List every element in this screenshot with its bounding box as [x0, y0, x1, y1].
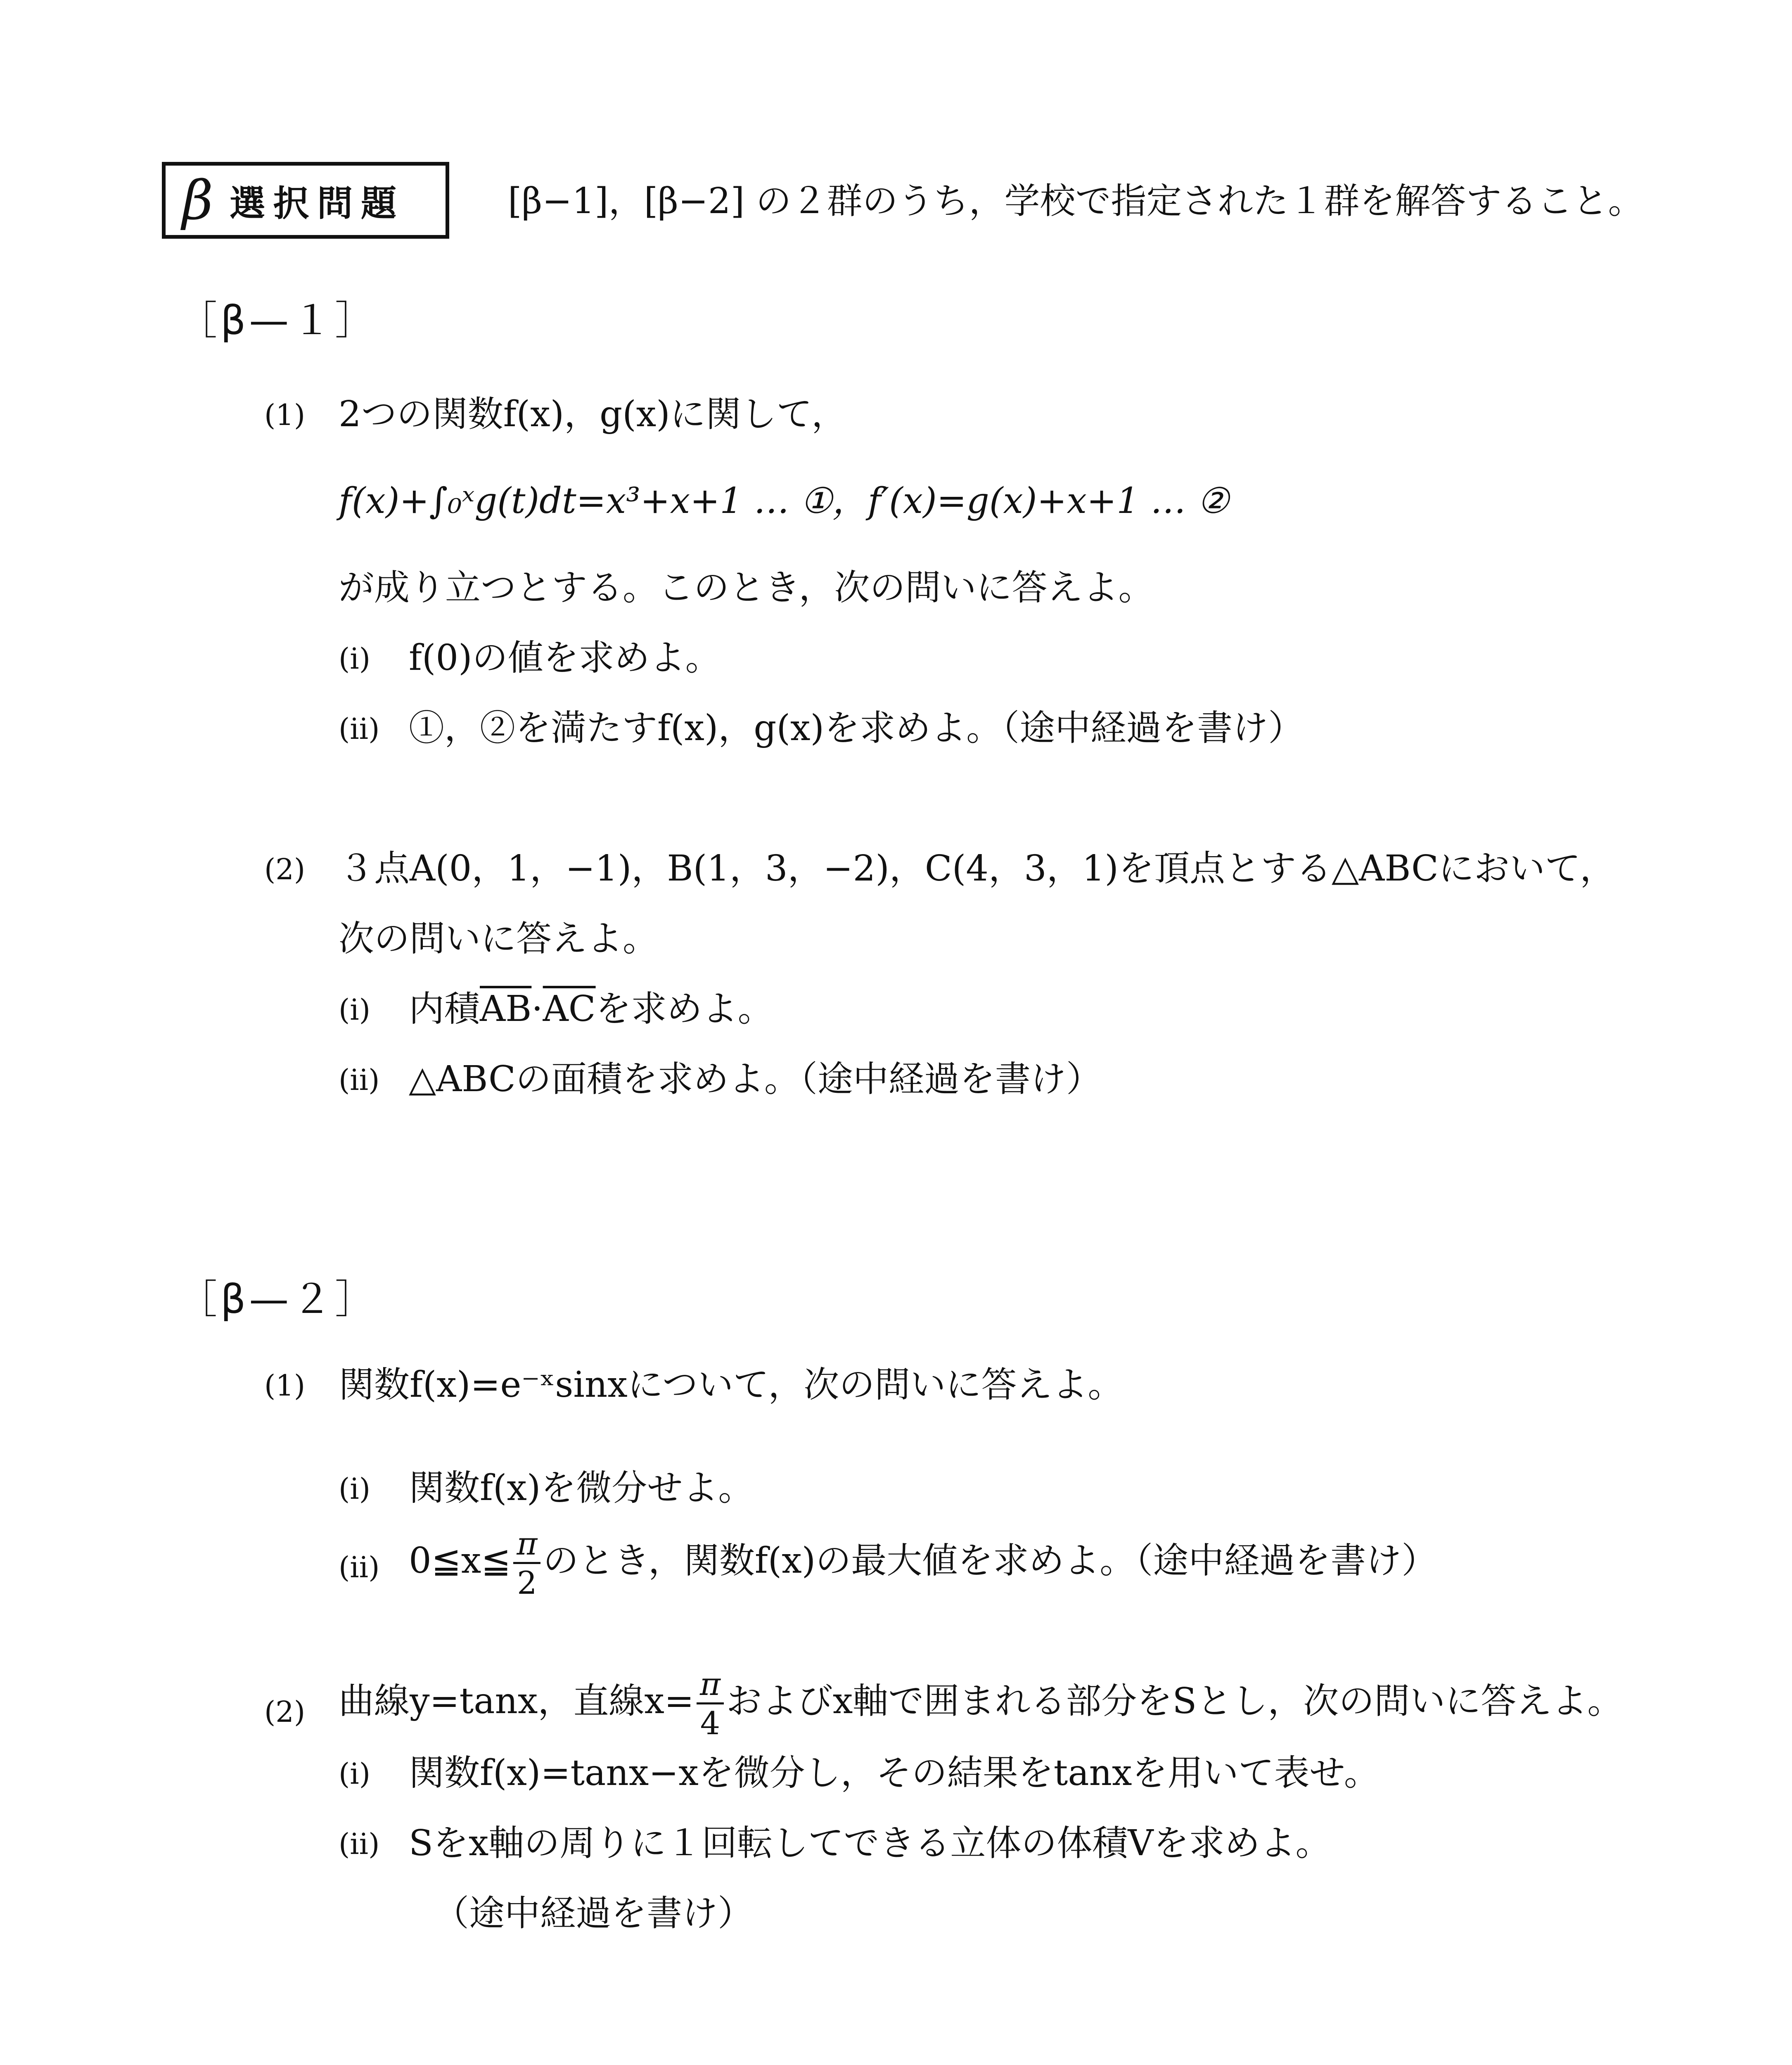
s2-q1-number: (1): [264, 1369, 306, 1403]
fraction-numerator: π: [697, 1669, 724, 1704]
q1-number: (1): [264, 398, 306, 432]
s2-q1-i-text: 関数f(x)を微分せよ。: [409, 1467, 754, 1509]
fraction-pi-over-2: [513, 1525, 540, 1601]
vector-ac: $\overline{AC}$: [543, 988, 596, 1030]
section-badge: [162, 162, 449, 239]
q2-ii-text: △ABCの面積を求めよ。（途中経過を書け）: [409, 1059, 1102, 1100]
s2-q2-number: (2): [264, 1695, 306, 1729]
q2-i-label: (ⅰ): [339, 993, 371, 1027]
q1-condition: が成り立つとする。このとき，次の問いに答えよ。: [339, 567, 1154, 608]
q1-intro: 2つの関数f(x)，g(x)に関して，: [339, 394, 847, 435]
section-title-beta1: ［β—１］: [178, 297, 378, 344]
fraction-denominator: 2: [517, 1564, 537, 1601]
dot-operator: ·: [531, 988, 543, 1030]
fraction-numerator: π: [513, 1528, 540, 1564]
header-instruction: [β−1]，[β−2] の２群のうち，学校で指定された１群を解答すること。: [508, 180, 1644, 222]
q2-number: (2): [264, 852, 306, 886]
s2-q2-i-text: 関数f(x)=tanx−xを微分し，その結果をtanxを用いて表せ。: [409, 1752, 1380, 1794]
q1-ii-label: (ⅱ): [339, 712, 380, 746]
q2-intro2: 次の問いに答えよ。: [339, 918, 658, 959]
fraction-pi-over-4: [697, 1666, 724, 1742]
s2-q1-ii-suffix: のとき，関数f(x)の最大値を求めよ。（途中経過を書け）: [543, 1540, 1437, 1581]
q2-ii-label: (ⅱ): [339, 1063, 380, 1097]
vector-ab: $\overline{AB}$: [480, 988, 532, 1030]
s2-q1-ii-prefix: 0≦x≦: [409, 1540, 511, 1581]
q2-i-text: [409, 988, 773, 1030]
q2-intro: ３点A(0，1，−1)，B(1，3，−2)，C(4，3，1)を頂点とする△ABCにおいて，: [339, 848, 1616, 889]
s2-q1-ii-label: (ⅱ): [339, 1550, 380, 1584]
s2-q1-intro: 関数f(x)=e⁻ˣsinxについて，次の問いに答えよ。: [339, 1364, 1124, 1405]
s2-q2-ii-note: （途中経過を書け）: [434, 1893, 753, 1934]
s2-q2-intro-suffix: およびx軸で囲まれる部分をSとし，次の問いに答えよ。: [726, 1680, 1623, 1722]
s2-q2-intro: [339, 1666, 1623, 1742]
fraction-denominator: 4: [700, 1705, 721, 1742]
q2-i-prefix: 内積: [409, 988, 480, 1030]
q1-equation: f(x)+∫₀ˣg(t)dt=x³+x+1 … ①，f′(x)=g(x)+x+1 … ②: [339, 480, 1229, 522]
s2-q2-intro-prefix: 曲線y=tanx，直線x=: [339, 1680, 694, 1722]
s2-q2-i-label: (ⅰ): [339, 1757, 371, 1791]
s2-q1-i-label: (ⅰ): [339, 1472, 371, 1506]
q1-i-label: (ⅰ): [339, 642, 371, 676]
s2-q2-ii-text: Sをx軸の周りに１回転してできる立体の体積Vを求めよ。: [409, 1823, 1331, 1864]
badge-label: 選択問題: [230, 183, 405, 224]
q1-i-text: f(0)の値を求めよ。: [409, 637, 721, 679]
section-title-beta2: ［β—２］: [178, 1276, 378, 1322]
q1-ii-text: ①，②を満たすf(x)，g(x)を求めよ。（途中経過を書け）: [409, 707, 1304, 749]
s2-q1-ii-text: [409, 1525, 1437, 1601]
s2-q2-ii-label: (ⅱ): [339, 1827, 380, 1861]
q2-i-suffix: を求めよ。: [595, 988, 773, 1030]
badge-symbol: β: [182, 169, 213, 232]
